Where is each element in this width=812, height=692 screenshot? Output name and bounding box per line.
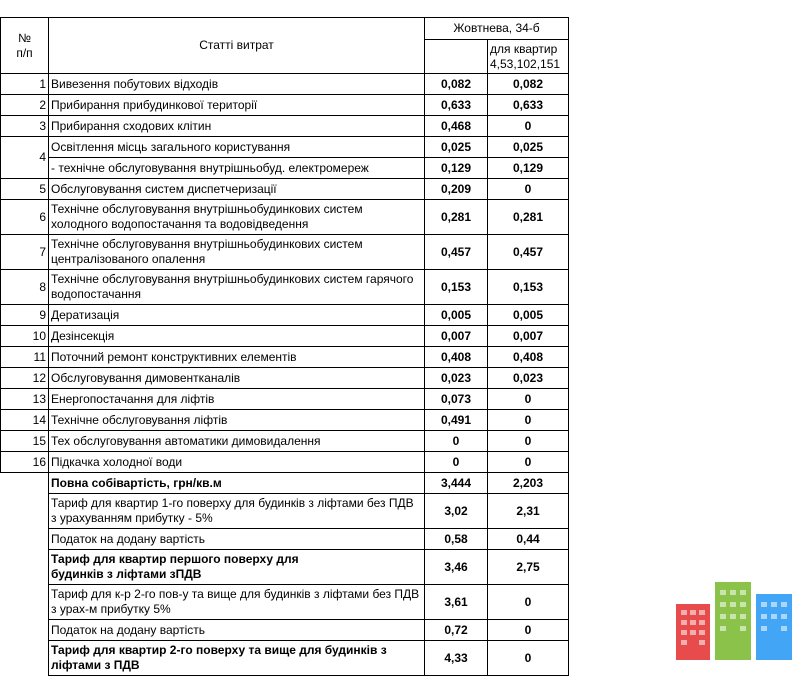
table-row [1, 95, 569, 116]
summary-name: Тариф для квартир 2-го поверху та вище для будинків з ліфтами з ПДВ [49, 641, 425, 676]
row-value-2: 0,025 [488, 137, 569, 158]
row-name: Підкачка холодної води [49, 452, 425, 473]
table-row [1, 431, 569, 452]
row-value-2: 0,281 [488, 200, 569, 235]
row-num: 9 [1, 305, 49, 326]
row-value-1: 0,209 [425, 179, 488, 200]
row-value-2: 0 [488, 116, 569, 137]
table-row [1, 200, 569, 235]
row-name: Дератизація [49, 305, 425, 326]
row-value-1: 0,023 [425, 368, 488, 389]
row-name: Технічне обслуговування внутрішньобудинкових систем холодного водопостачання та водовідведення [49, 200, 425, 235]
row-value-1: 0 [425, 452, 488, 473]
row-name: Енергопостачання для ліфтів [49, 389, 425, 410]
row-value-2: 0,633 [488, 95, 569, 116]
row-value-2: 0 [488, 431, 569, 452]
row-value-1: 0,281 [425, 200, 488, 235]
summary-row [1, 550, 569, 585]
summary-row [1, 585, 569, 620]
row-value-1: 0,007 [425, 326, 488, 347]
row-num: 10 [1, 326, 49, 347]
table-row [1, 74, 569, 95]
table-row [1, 305, 569, 326]
summary-value-1: 4,33 [425, 641, 488, 676]
row-num: 6 [1, 200, 49, 235]
buildings-logo-icon [676, 582, 792, 660]
row-name: Вивезення побутових відходів [49, 74, 425, 95]
row-name: Технічне обслуговування ліфтів [49, 410, 425, 431]
table-row [1, 452, 569, 473]
summary-row [1, 641, 569, 676]
row-name: - технічне обслуговування внутрішньобуд. електромереж [49, 158, 425, 179]
table-row [1, 410, 569, 431]
row-name: Освітлення місць загального користування [49, 137, 425, 158]
row-num: 8 [1, 270, 49, 305]
row-name: Тех обслуговування автоматики димовидалення [49, 431, 425, 452]
table-row [1, 137, 569, 158]
header-items: Статті витрат [49, 18, 425, 74]
row-name: Поточний ремонт конструктивних елементів [49, 347, 425, 368]
tariff-table [0, 17, 569, 676]
row-value-2: 0,129 [488, 158, 569, 179]
table-row [1, 347, 569, 368]
row-name: Прибирання сходових клітин [49, 116, 425, 137]
row-name: Технічне обслуговування внутрішньобудинкових систем гарячого водопостачання [49, 270, 425, 305]
summary-value-1: 0,58 [425, 529, 488, 550]
table-row [1, 116, 569, 137]
table-row [1, 158, 569, 179]
header-blank [425, 40, 488, 74]
row-value-1: 0,408 [425, 347, 488, 368]
summary-row [1, 473, 569, 494]
summary-value-2: 2,31 [488, 494, 569, 529]
row-value-2: 0 [488, 179, 569, 200]
row-num: 4 [1, 137, 49, 179]
row-value-2: 0 [488, 410, 569, 431]
summary-value-2: 2,75 [488, 550, 569, 585]
row-value-1: 0,005 [425, 305, 488, 326]
summary-value-2: 0 [488, 620, 569, 641]
row-name: Дезінсекція [49, 326, 425, 347]
summary-name: Податок на додану вартість [49, 529, 425, 550]
row-value-1: 0,633 [425, 95, 488, 116]
row-num: 5 [1, 179, 49, 200]
row-num: 12 [1, 368, 49, 389]
row-num: 1 [1, 74, 49, 95]
table-row [1, 235, 569, 270]
summary-name: Тариф для квартир 1-го поверху для будинків з ліфтами без ПДВ з урахуванням прибутку - 5% [49, 494, 425, 529]
row-value-1: 0,129 [425, 158, 488, 179]
header-num: № п/п [1, 18, 49, 74]
row-value-1: 0,082 [425, 74, 488, 95]
table-row [1, 179, 569, 200]
summary-value-1: 3,02 [425, 494, 488, 529]
summary-name: Тариф для к-р 2-го пов-у та вище для будинків з ліфтами без ПДВ з урах-м прибутку 5% [49, 585, 425, 620]
row-num: 16 [1, 452, 49, 473]
row-num: 15 [1, 431, 49, 452]
header-address: Жовтнева, 34-б [425, 18, 569, 40]
row-value-2: 0,005 [488, 305, 569, 326]
table-row [1, 270, 569, 305]
row-value-1: 0 [425, 431, 488, 452]
row-value-1: 0,491 [425, 410, 488, 431]
summary-value-2: 0 [488, 585, 569, 620]
row-value-2: 0,082 [488, 74, 569, 95]
row-name: Обслуговування систем диспетчеризації [49, 179, 425, 200]
row-value-2: 0,007 [488, 326, 569, 347]
row-value-2: 0 [488, 452, 569, 473]
summary-name: Податок на додану вартість [49, 620, 425, 641]
row-value-2: 0 [488, 389, 569, 410]
row-value-2: 0,457 [488, 235, 569, 270]
table-row [1, 326, 569, 347]
table-row [1, 368, 569, 389]
summary-value-1: 3,46 [425, 550, 488, 585]
summary-value-2: 2,203 [488, 473, 569, 494]
row-value-1: 0,468 [425, 116, 488, 137]
header-subcol: для квартир 4,53,102,151 [488, 40, 569, 74]
row-name: Прибирання прибудинкової території [49, 95, 425, 116]
summary-value-2: 0,44 [488, 529, 569, 550]
summary-value-1: 3,444 [425, 473, 488, 494]
row-num: 14 [1, 410, 49, 431]
row-value-1: 0,025 [425, 137, 488, 158]
row-value-2: 0,153 [488, 270, 569, 305]
row-num: 13 [1, 389, 49, 410]
row-name: Технічне обслуговування внутрішньобудинкових систем централізованого опалення [49, 235, 425, 270]
row-value-1: 0,073 [425, 389, 488, 410]
table-row [1, 389, 569, 410]
summary-row [1, 620, 569, 641]
row-value-2: 0,023 [488, 368, 569, 389]
row-value-2: 0,408 [488, 347, 569, 368]
summary-row [1, 529, 569, 550]
row-num: 7 [1, 235, 49, 270]
row-num: 3 [1, 116, 49, 137]
row-num: 11 [1, 347, 49, 368]
summary-value-2: 0 [488, 641, 569, 676]
summary-name: Тариф для квартир першого поверху для будинків з ліфтами зПДВ [49, 550, 425, 585]
summary-value-1: 3,61 [425, 585, 488, 620]
summary-name: Повна собівартість, грн/кв.м [49, 473, 425, 494]
summary-value-1: 0,72 [425, 620, 488, 641]
summary-row [1, 494, 569, 529]
row-name: Обслуговування димовентканалів [49, 368, 425, 389]
row-value-1: 0,457 [425, 235, 488, 270]
row-value-1: 0,153 [425, 270, 488, 305]
row-num: 2 [1, 95, 49, 116]
